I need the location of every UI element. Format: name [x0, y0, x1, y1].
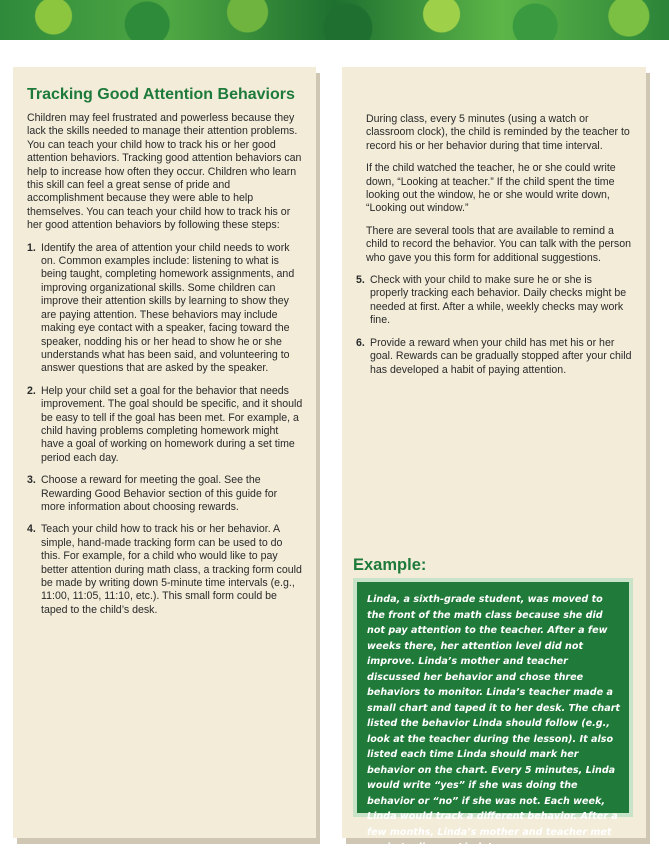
example-heading: Example:: [353, 556, 427, 574]
left-panel: [13, 67, 316, 838]
step-item: [27, 242, 304, 376]
step-item: [27, 385, 304, 465]
continuation-paragraph: If the child watched the teacher, he or she could write down, “Looking at teacher.” If the child spent the time looking out the window, he or she would write down, “Looking out window.”: [366, 162, 616, 215]
page-title: Tracking Good Attention Behaviors: [27, 86, 295, 103]
continuation-paragraph: There are several tools that are available to remind a child to record the behavior. You can talk with the person who gave you this form for additional suggestions.: [366, 224, 632, 264]
step-item: [27, 523, 304, 617]
step-number: 4.: [27, 523, 36, 536]
continuation-paragraph: During class, every 5 minutes (using a watch or classroom clock), the child is reminded by the teacher to record his or her behavior during that time interval.: [366, 113, 630, 152]
step-number: 3.: [27, 474, 36, 487]
step-item: [356, 337, 632, 377]
step-item: [27, 474, 304, 514]
intro-paragraph: Children may feel frustrated and powerless because they lack the skills needed to manage their attention problems. You can teach your child how to track his or her good attention behaviors. Tracking good attention behaviors can help to increase how often they occur. Children who learn this skill can feel a great sense of pride and accomplishment because they were able to help themselves. You can teach your child how to track his or her good attention behaviors by following these steps:: [27, 112, 302, 232]
step-text: Teach your child how to track his or her behavior. A simple, hand-made tracking form can be used to do this. For example, for a child who would like to pay better attention during math class, a tracking form could be made by writing down 5-minute time intervals (e.g., 11:00, 11:05, 11:10, etc.). This small form could be taped to the child’s desk.: [41, 523, 302, 616]
example-box: [353, 578, 633, 853]
step-text: Identify the area of attention your child needs to work on. Common examples include: listening to what is being taught, completing homework assignments, and improving organizational skills. Some children can improve their attention skills by learning to show they are paying attention. These behaviors may include making eye contact with a speaker, facing toward the speaker, nodding his or her head to show he or she understands what has been said, and volunteering to answer questions that are asked by the speaker.: [41, 241, 295, 375]
step-number: 1.: [27, 241, 36, 254]
step-item: [356, 274, 632, 328]
step-text: Check with your child to make sure he or she is properly tracking each behavior. Daily checks might be needed at first. After a while, weekly checks may work fine.: [370, 274, 627, 327]
example-text: Linda, a sixth-grade student, was moved to the front of the math class because she did not pay attention to the teacher. After a few weeks there, her attention level did not improve. Linda’s mother and teacher discussed her behavior and chose three behaviors to monitor. Linda’s teacher made a small chart and taped it to her desk. The chart listed the behavior Linda should follow (e.g., look at the teacher during the lesson). It also listed each time Linda should mark her behavior on the chart. Every 5 minutes, Linda would write “yes” if she was doing the behavior or “no” if she was not. Each week, Linda would track a different behavior. After a few months, Linda’s mother and teacher met again to discuss Linda’s progress.: [367, 594, 621, 853]
decorative-banner: [0, 0, 669, 40]
step-number: 2.: [27, 384, 36, 397]
step-number: 6.: [356, 336, 365, 349]
step-text: Provide a reward when your child has met his or her goal. Rewards can be gradually stopped after your child has developed a habit of paying attention.: [370, 336, 632, 376]
step-number: 5.: [356, 274, 365, 287]
step-text: Choose a reward for meeting the goal. See the Rewarding Good Behavior section of this guide for more information about choosing rewards.: [41, 474, 278, 513]
step-text: Help your child set a goal for the behavior that needs improvement. The goal should be specific, and it should be easy to tell if the goal has been met. For example, a child having problems completing homework might have a goal of working on homework during a set time period each day.: [41, 384, 303, 464]
